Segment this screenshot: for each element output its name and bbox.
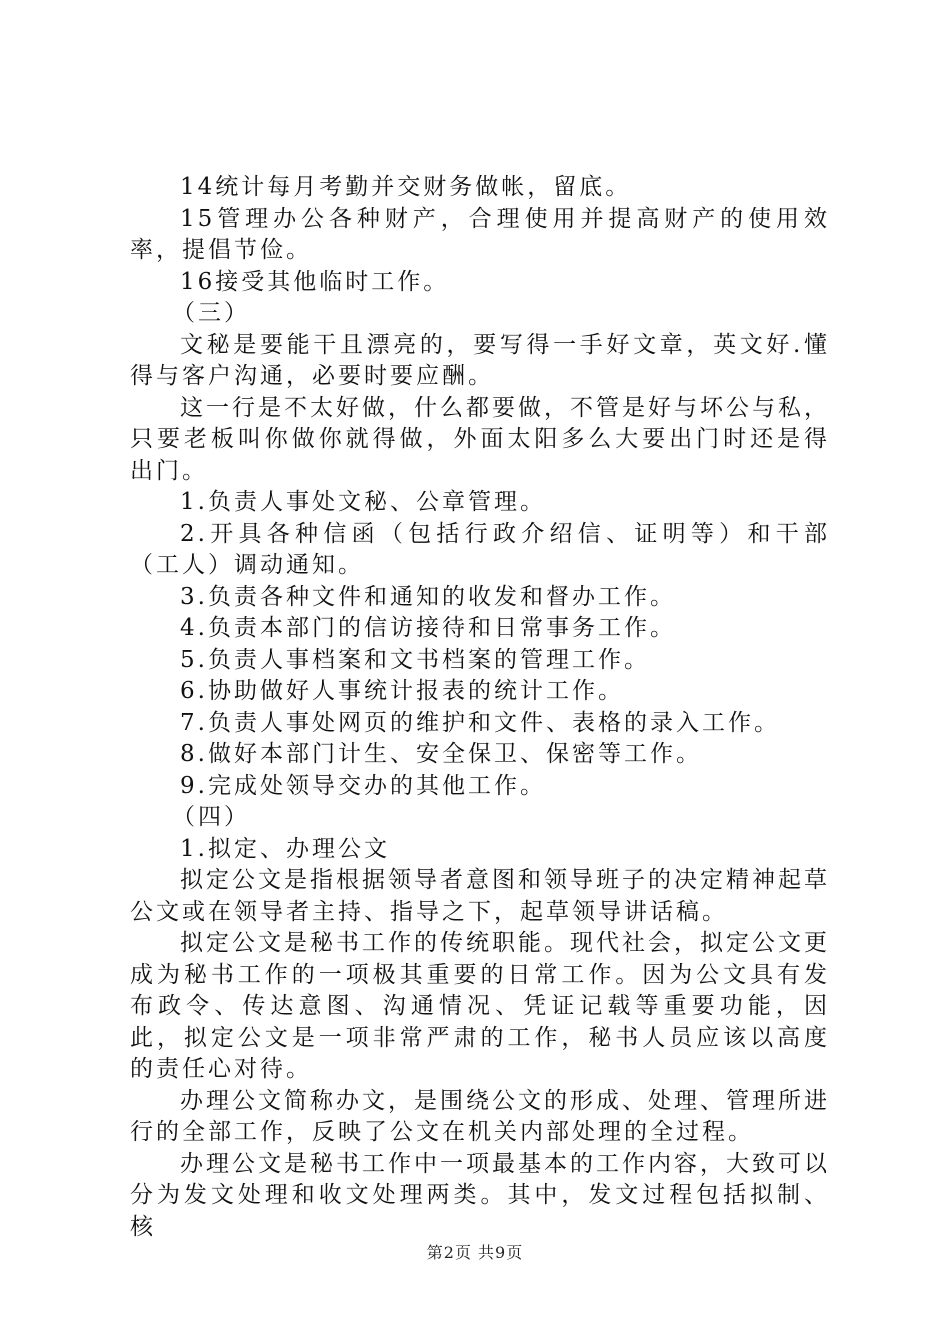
list-item: 4.负责本部门的信访接待和日常事务工作。 [180, 615, 676, 641]
section-heading-three: （三） [172, 300, 250, 326]
paragraph: 拟定公文是指根据领导者意图和领导班子的决定精神起草公文或在领导者主持、指导之下，起草领导讲话稿。 [130, 867, 830, 925]
list-item: 5.负责人事档案和文书档案的管理工作。 [180, 646, 650, 673]
paragraph: 拟定公文是秘书工作的传统职能。现代社会，拟定公文更成为秘书工作的一项极其重要的日常工作。因为公文具有发布政令、传达意图、沟通情况、凭证记载等重要功能，因此，拟定公文是一项非常严肃的工作，秘书人员应该以高度的责任心对待。 [130, 930, 830, 1082]
document-body [130, 172, 830, 1243]
list-item: 2.开具各种信函（包括行政介绍信、证明等）和干部（工人）调动通知。 [130, 520, 830, 578]
paragraph-16: 16接受其他临时工作。 [180, 268, 450, 295]
paragraph-15: 15管理办公各种财产，合理使用并提高财产的使用效率，提倡节俭。 [130, 205, 830, 263]
paragraph: 这一行是不太好做，什么都要做，不管是好与坏公与私，只要老板叫你做你就得做，外面太阳多么大要出门时还是得出门。 [130, 394, 830, 484]
list-item: 7.负责人事处网页的维护和文件、表格的录入工作。 [180, 709, 780, 736]
list-item: 6.协助做好人事统计报表的统计工作。 [180, 678, 624, 704]
list-item: 1.负责人事处文秘、公章管理。 [180, 489, 546, 515]
subsection-title: 1.拟定、办理公文 [180, 835, 390, 862]
list-item: 9.完成处领导交办的其他工作。 [180, 772, 546, 799]
page-number-footer: 第2页 共9页 [426, 1243, 524, 1262]
list-item: 3.负责各种文件和通知的收发和督办工作。 [180, 583, 676, 610]
paragraph: 办理公文简称办文，是围绕公文的形成、处理、管理所进行的全部工作，反映了公文在机关内部处理的全过程。 [130, 1087, 830, 1145]
section-heading-four: （四） [172, 804, 250, 830]
list-item: 8.做好本部门计生、安全保卫、保密等工作。 [180, 741, 702, 767]
paragraph: 办理公文是秘书工作中一项最基本的工作内容，大致可以分为发文处理和收文处理两类。其中，发文过程包括拟制、核 [130, 1150, 830, 1240]
paragraph: 文秘是要能干且漂亮的，要写得一手好文章，英文好.懂得与客户沟通，必要时要应酬。 [130, 331, 830, 389]
paragraph-14: 14统计每月考勤并交财务做帐，留底。 [180, 174, 632, 200]
